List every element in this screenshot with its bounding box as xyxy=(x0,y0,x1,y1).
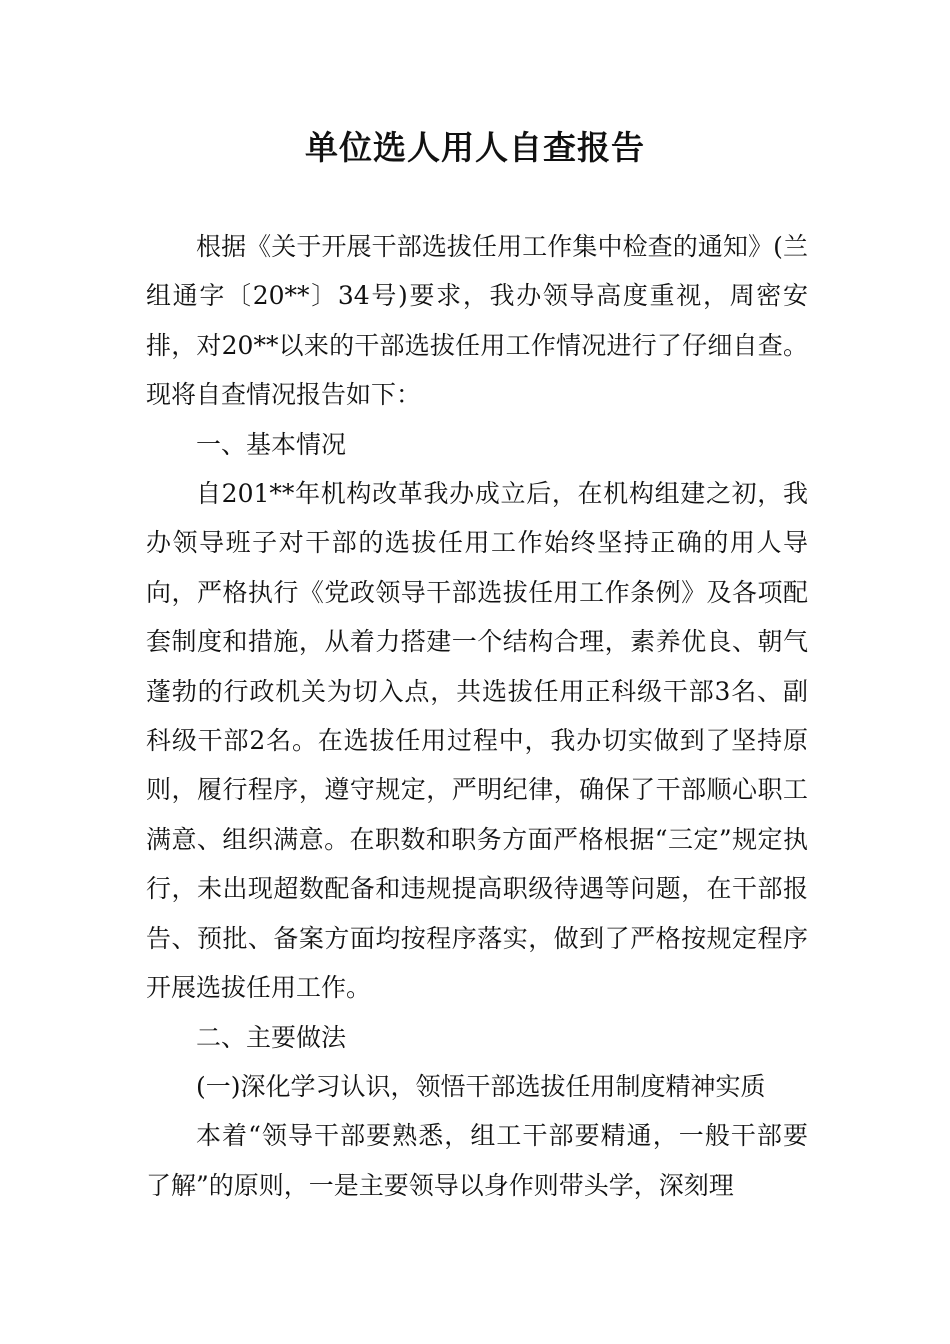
document-title: 单位选人用人自查报告 xyxy=(305,128,645,167)
subsection-heading-1: (一)深化学习认识，领悟干部选拔任用制度精神实质 xyxy=(196,1071,766,1101)
document-body xyxy=(146,222,808,1210)
section-heading-main-practices: 二、主要做法 xyxy=(196,1022,347,1052)
section-heading-basic-situation: 一、基本情况 xyxy=(196,429,347,459)
basic-situation-paragraph: 自201**年机构改革我办成立后，在机构组建之初，我办领导班子对干部的选拔任用工作始终坚持正确的用人导向，严格执行《党政领导干部选拔任用工作条例》及各项配套制度和措施，从着力搭建一个结构合理，素养优良、朝气蓬勃的行政机关为切入点，共选拔任用正科级干部3名、副科级干部2名。在选拔任用过程中，我办切实做到了坚持原则，履行程序，遵守规定，严明纪律，确保了干部顺心职工满意、组织满意。在职数和职务方面严格根据“三定”规定执行，未出现超数配备和违规提高职级待遇等问题，在干部报告、预批、备案方面均按程序落实，做到了严格按规定程序开展选拔任用工作。 xyxy=(146,479,808,1003)
practice-paragraph: 本着“领导干部要熟悉，组工干部要精通，一般干部要了解”的原则，一是主要领导以身作则带头学，深刻理 xyxy=(146,1121,808,1200)
intro-paragraph: 根据《关于开展干部选拔任用工作集中检查的通知》(兰组通字〔20**〕34号)要求，我办领导高度重视，周密安排，对20**以来的干部选拔任用工作情况进行了仔细自查。现将自查情况报告如下： xyxy=(146,232,808,410)
